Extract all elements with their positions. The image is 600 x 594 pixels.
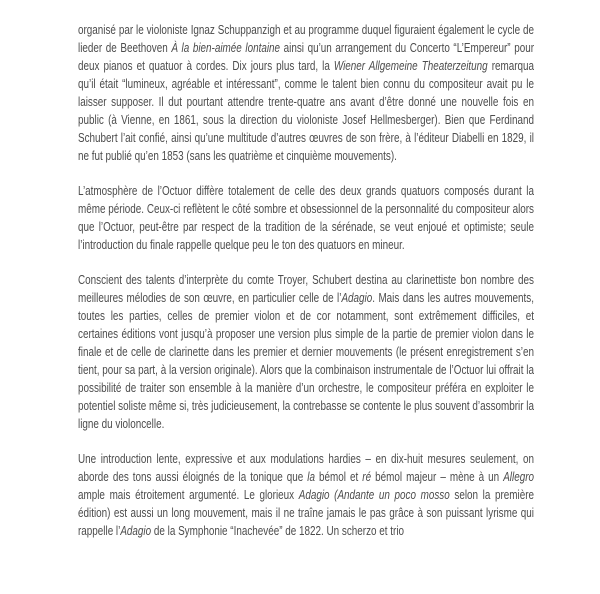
- italic-text-segment: Allegro: [503, 470, 534, 484]
- paragraph: [78, 450, 534, 540]
- italic-text-segment: À la bien-aimée lontaine: [171, 41, 281, 55]
- italic-text-segment: la: [307, 470, 315, 484]
- text-segment: Conscient des talents d’interprète du comte Troyer, Schubert destina au clarinettiste bon nombre des meilleures mélodies de son œuvre, en particulier celle de l’: [78, 273, 535, 305]
- paragraph: [78, 271, 534, 433]
- text-segment: remarqua qu’il était “lumineux, agréable et intéressant”, comme le talent bien connu du compositeur avait pu le laisser supposer. Il dut pourtant attendre trente-quatre ans avant d’être donné une nouvelle fois en public (à Vienne, en 1861, sous la direction du violoniste Josef Hellmesberger). Bien que Ferdinand Schubert l’ait confié, ainsi qu’une multitude d’autres œuvres de son frère, à l’éditeur Diabelli en 1829, il ne fut publié qu’en 1853 (sans les quatrième et cinquième mouvements).: [78, 59, 535, 163]
- italic-text-segment: Wiener Allgemeine Theaterzeitung: [333, 59, 488, 73]
- text-segment: ample mais étroitement argumenté. Le glorieux: [78, 488, 299, 502]
- text-segment: . Mais dans les autres mouvements, toutes les parties, celles de premier violon et de cor notamment, sont extrêmement difficiles, et certaines éditions vont jusqu’à proposer une version plus simple de la partie de premier violon dans le finale et de celle de clarinette dans les premier et dernier mouvements (le présent enregistrement s’en tient, pour sa part, à la version originale). Alors que la combinaison instrumentale de l’Octuor lui offrait la possibilité de traiter son ensemble à la manière d’un orchestre, le compositeur préféra en exploiter le potentiel soliste même si, très judicieusement, la contrebasse se contente le plus souvent d’assombrir la ligne du violoncelle.: [78, 291, 535, 431]
- paragraph: [78, 21, 534, 165]
- text-segment: L’atmosphère de l’Octuor diffère totalement de celle des deux grands quatuors composés durant la même période. Ceux-ci reflètent le côté sombre et obsessionnel de la personnalité du compositeur alors que l’Octuor, peut-être par respect de la tradition de la sérénade, se veut enjoué et optimiste; seule l’introduction du finale rappelle quelque peu le ton des quatuors en mineur.: [78, 184, 535, 252]
- text-segment: Une introduction lente, expressive et aux modulations hardies – en dix-huit mesures seulement, on aborde des tons aussi éloignés de la tonique que: [78, 452, 535, 484]
- text-segment: de la Symphonie “Inachevée” de 1822. Un scherzo et trio: [151, 524, 405, 538]
- text-segment: bémol majeur – mène à un: [371, 470, 504, 484]
- italic-text-segment: Adagio: [120, 524, 152, 538]
- text-segment: organisé par le violoniste Ignaz Schuppanzigh et au programme duquel figuraient également le cycle de lieder de Beethoven: [78, 23, 535, 55]
- text-column-outer: [78, 21, 534, 540]
- italic-text-segment: Adagio (Andante un poco mosso: [298, 488, 450, 502]
- text-segment: bémol et: [314, 470, 363, 484]
- italic-text-segment: Adagio: [341, 291, 373, 305]
- italic-text-segment: ré: [362, 470, 372, 484]
- text-segment: ainsi qu’un arrangement du Concerto “L’Empereur” pour deux pianos et quatuor à cordes. Dix jours plus tard, la: [78, 41, 535, 73]
- text-segment: selon la première édition) est aussi un long mouvement, mais il ne traîne jamais le pas grâce à son puissant lyrisme qui rappelle l’: [78, 488, 535, 538]
- text-column: [78, 21, 534, 540]
- paragraph: [78, 182, 534, 254]
